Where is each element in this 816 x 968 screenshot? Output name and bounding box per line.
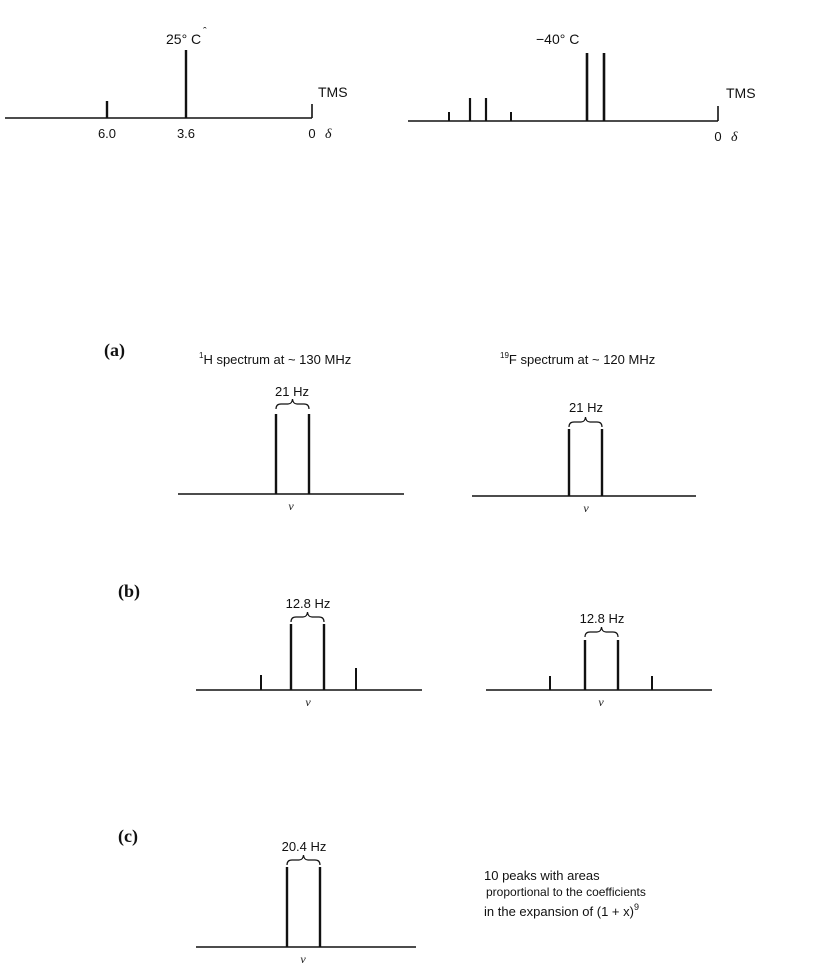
spectrum-c [196, 855, 416, 947]
tms-label: TMS [726, 85, 756, 101]
temperature-label: −40° C [536, 31, 580, 47]
delta-symbol: δ [731, 130, 738, 145]
splitting-brace [287, 855, 320, 865]
spectrum-b-right [486, 627, 712, 690]
splitting-brace [585, 627, 618, 637]
splitting-brace [276, 399, 309, 409]
spectrum-a-1h [178, 399, 404, 494]
spectrum-a-19f [472, 417, 696, 496]
superscript: 1 [199, 351, 204, 360]
splitting-label: 12.8 Hz [579, 611, 625, 626]
splitting-label: 20.4 Hz [281, 839, 327, 854]
splitting-brace [569, 417, 602, 427]
note-exponent: 9 [633, 902, 639, 912]
nu-symbol: ν [300, 952, 306, 966]
splitting-label: 21 Hz [569, 400, 603, 415]
splitting-brace [291, 612, 324, 622]
nu-symbol: ν [305, 695, 311, 709]
superscript: 19 [500, 351, 509, 360]
title-text: H spectrum at ~ 130 MHz [203, 352, 352, 367]
note-line-3-text: in the expansion of (1 + x) [484, 904, 634, 919]
section-label-c: (c) [118, 826, 138, 846]
nu-symbol: ν [583, 501, 589, 515]
tick-label-0: 0 [714, 129, 722, 144]
tick-label-0: 0 [308, 126, 316, 141]
splitting-label: 21 Hz [275, 384, 309, 399]
tick-label-6-0: 6.0 [97, 126, 117, 141]
nu-symbol: ν [598, 695, 604, 709]
splitting-label: 12.8 Hz [285, 596, 331, 611]
spectrum-title-19f [500, 351, 655, 367]
temperature-label: 25° C [166, 31, 202, 47]
note-line-3 [484, 902, 639, 919]
title-text: F spectrum at ~ 120 MHz [508, 352, 656, 367]
tick-label-3-6: 3.6 [176, 126, 196, 141]
section-label-a: (a) [104, 340, 125, 360]
note-line-2: proportional to the coefficients [486, 885, 646, 899]
nu-symbol: ν [288, 499, 294, 513]
caret-mark: ˆ [203, 26, 207, 38]
spectrum-minus40c [408, 53, 718, 121]
spectrum-title-1h [199, 351, 351, 367]
tms-label: TMS [318, 84, 348, 100]
note-line-1: 10 peaks with areas [484, 868, 600, 883]
spectrum-b-left [196, 612, 422, 690]
section-label-b: (b) [118, 581, 140, 601]
spectrum-25c [5, 50, 312, 118]
delta-symbol: δ [325, 127, 332, 142]
